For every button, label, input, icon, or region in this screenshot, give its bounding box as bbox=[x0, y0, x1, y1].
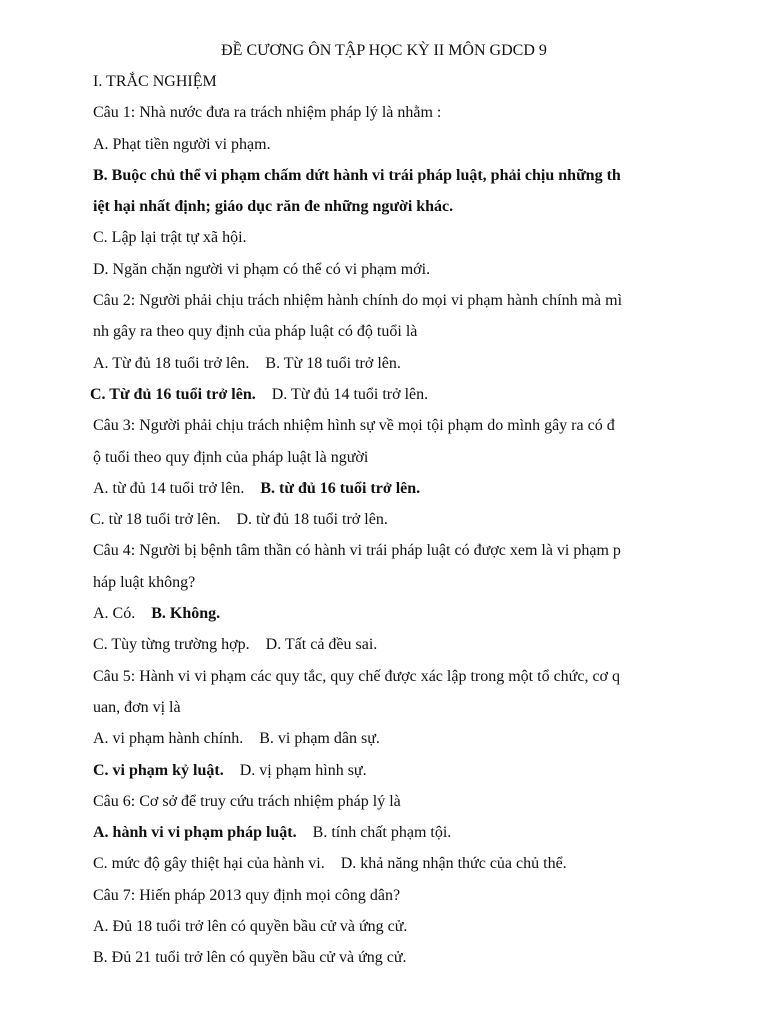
q4-option-d: D. Tất cả đều sai. bbox=[265, 636, 378, 654]
document-body bbox=[90, 69, 693, 977]
question-7-stem: Câu 7: Hiến pháp 2013 quy định mọi công dân? bbox=[93, 886, 401, 904]
question-3-stem-line1: Câu 3: Người phải chịu trách nhiệm hình sự về mọi tội phạm do mình gây ra có đ bbox=[93, 417, 615, 435]
question-3-stem-line2: ộ tuổi theo quy định của pháp luật là người bbox=[93, 448, 369, 466]
question-6-stem: Câu 6: Cơ sở để truy cứu trách nhiệm pháp lý là bbox=[93, 792, 401, 810]
q1-option-d: D. Ngăn chặn người vi phạm có thể có vi phạm mới. bbox=[93, 260, 431, 278]
question-4-stem-line1: Câu 4: Người bị bệnh tâm thần có hành vi trái pháp luật có được xem là vi phạm p bbox=[93, 542, 621, 560]
q4-options-ab bbox=[93, 601, 693, 632]
question-5-stem-line1: Câu 5: Hành vi vi phạm các quy tắc, quy chế được xác lập trong một tổ chức, cơ q bbox=[93, 667, 620, 685]
question-1-stem: Câu 1: Nhà nước đưa ra trách nhiệm pháp lý là nhằm : bbox=[93, 104, 442, 122]
q7-option-a: A. Đủ 18 tuổi trở lên có quyền bầu cử và ứng cử. bbox=[93, 918, 408, 936]
q5-option-a: A. vi phạm hành chính. bbox=[93, 730, 244, 748]
q6-options-ab bbox=[93, 820, 693, 851]
q4-option-b: B. Không. bbox=[151, 605, 221, 623]
question-2-stem-line1: Câu 2: Người phải chịu trách nhiệm hành chính do mọi vi phạm hành chính mà mì bbox=[93, 292, 623, 310]
q4-option-a: A. Có. bbox=[93, 605, 136, 623]
question-2-stem-line2: nh gây ra theo quy định của pháp luật có độ tuổi là bbox=[93, 323, 418, 341]
question-4-stem-line2: háp luật không? bbox=[93, 573, 196, 591]
q6-options-cd bbox=[93, 851, 693, 882]
q3-option-a: A. từ đủ 14 tuổi trở lên. bbox=[93, 479, 245, 497]
q2-option-d: D. Từ đủ 14 tuổi trở lên. bbox=[271, 385, 429, 403]
q2-options-cd bbox=[90, 382, 693, 413]
q2-option-b: B. Từ 18 tuổi trở lên. bbox=[265, 354, 401, 372]
q3-option-c: C. từ 18 tuổi trở lên. bbox=[90, 511, 221, 529]
q5-option-d: D. vị phạm hình sự. bbox=[239, 761, 367, 779]
q3-options-ab bbox=[93, 476, 693, 507]
q2-options-ab bbox=[93, 351, 693, 382]
q4-option-c: C. Tùy từng trường hợp. bbox=[93, 636, 250, 654]
q6-option-d: D. khả năng nhận thức của chủ thể. bbox=[340, 855, 567, 873]
q7-option-b: B. Đủ 21 tuổi trở lên có quyền bầu cử và ứng cử. bbox=[93, 949, 407, 967]
document-title: ĐỀ CƯƠNG ÔN TẬP HỌC KỲ II MÔN GDCD 9 bbox=[221, 42, 547, 59]
q6-option-c: C. mức độ gây thiệt hại của hành vi. bbox=[93, 855, 325, 873]
q5-option-c: C. vi phạm kỷ luật. bbox=[93, 761, 224, 779]
q3-options-cd bbox=[90, 507, 693, 538]
q1-option-c: C. Lập lại trật tự xã hội. bbox=[93, 229, 247, 247]
q1-option-a: A. Phạt tiền người vi phạm. bbox=[93, 135, 271, 153]
q5-options-cd bbox=[93, 758, 693, 789]
q6-option-b: B. tính chất phạm tội. bbox=[312, 824, 452, 842]
q1-option-b-line1: B. Buộc chủ thể vi phạm chấm dứt hành vi trái pháp luật, phải chịu những th bbox=[93, 166, 621, 184]
q3-option-d: D. từ đủ 18 tuổi trở lên. bbox=[236, 511, 388, 529]
q6-option-a: A. hành vi vi phạm pháp luật. bbox=[93, 824, 297, 842]
q4-options-cd bbox=[93, 632, 693, 663]
q3-option-b: B. từ đủ 16 tuổi trở lên. bbox=[260, 479, 421, 497]
q1-option-b-line2: iệt hại nhất định; giáo dục răn đe những người khác. bbox=[93, 198, 454, 216]
section-heading: I. TRẮC NGHIỆM bbox=[93, 73, 217, 90]
q2-option-c: C. Từ đủ 16 tuổi trở lên. bbox=[90, 385, 256, 403]
question-5-stem-line2: uan, đơn vị là bbox=[93, 698, 181, 716]
q2-option-a: A. Từ đủ 18 tuổi trở lên. bbox=[93, 354, 250, 372]
q5-options-ab bbox=[93, 726, 693, 757]
q5-option-b: B. vi phạm dân sự. bbox=[259, 730, 380, 748]
